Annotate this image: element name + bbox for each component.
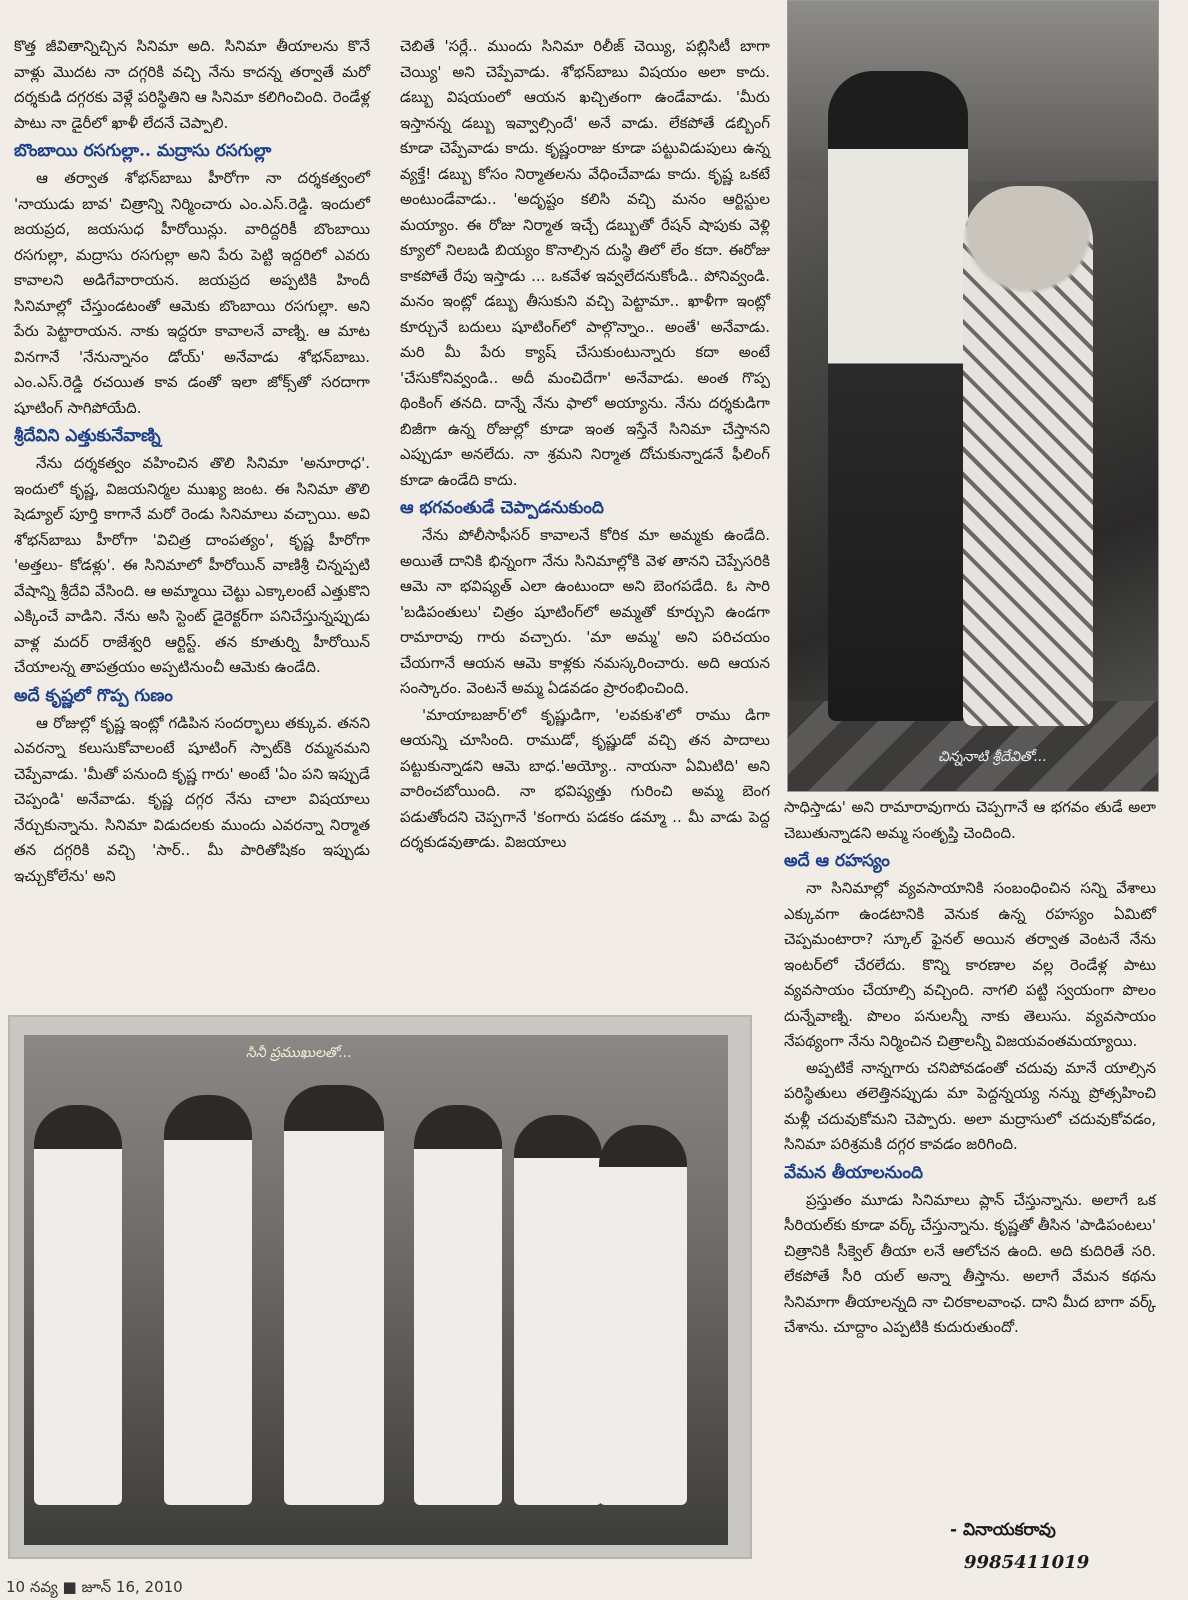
article-column-3 (784, 795, 1156, 1555)
group-photo-image (24, 1035, 728, 1545)
subheading: శ్రీదేవిని ఎత్తుకునేవాణ్ని (14, 426, 161, 446)
paragraph: నా సినిమాల్లో వ్యవసాయానికి సంబంధించిన సన్ని వేశాలు ఎక్కువగా ఉండటానికి వెనుక ఉన్న రహస్యం ఏమిటో చెప్పమంటారా? స్కూల్ ఫైనల్ అయిన తర్వాత వెంటనే నేను ఇంటర్‌లో చేరలేదు. కొన్ని కారణాల వల్ల రెండేళ్ల పాటు వ్యవసాయం చేయాల్సి వచ్చింది. నాగలి పట్టి స్వయంగా పొలం దున్నేవాణ్ని. పొలం పనులన్నీ నాకు తెలుసు. వ్యవసాయం నేపథ్యంగా నేను నిర్మించిన చిత్రాలన్నీ విజయవంతమయ్యాయి. (784, 879, 1156, 1050)
article-column-2 (400, 34, 770, 851)
sridevi-photo (787, 0, 1159, 792)
subheading: బొంబాయి రసగుల్లా.. మద్రాసు రసగుల్లా (14, 141, 272, 161)
photo-figure-man (828, 71, 968, 721)
paragraph: 'మాయాబజార్'లో కృష్ణుడిగా, 'లవకుశ'లో రాము డిగా ఆయన్ని చూసింది. రాముడో, కృష్ణుడో వచ్చి తన పాదాలు పట్టుకున్నాడని ఆమె బాధ.'అయ్యో.. నాయనా ఏమిటిది' అని వారించబోయింది. నా భవిష్యత్తు గురించి అమ్మ బెంగ పడుతోందని చెప్పగానే 'కంగారు పడకం డమ్మా .. మీ వాడు పెద్ద దర్శకుడవుతాడు. విజయాలు (400, 705, 770, 851)
subheading: అదే ఆ రహస్యం (784, 851, 890, 871)
photo-figure (164, 1095, 252, 1505)
photo-caption: సినీ ప్రముఖులతో... (246, 1045, 353, 1061)
phone-number: 9985411019 (964, 1552, 1090, 1573)
paragraph: చెబితే 'సర్లే.. ముందు సినిమా రిలీజ్ చెయ్యి, పబ్లిసిటీ బాగా చెయ్యి' అని చెప్పేవాడు. శోభన్‌బాబు విషయం అలా కాదు. డబ్బు విషయంలో ఆయన ఖచ్చితంగా ఉండేవాడు. 'మీరు ఇస్తానన్న డబ్బు ఇవ్వాల్సిందే' అనే వాడు. లేకపోతే డబ్బింగ్ కూడా చెప్పేవాడు కాదు. కృష్ణంరాజు కూడా పట్టువిడుపులు ఉన్న వ్యక్తే! డబ్బు కోసం నిర్మాతలను వేధించేవాడు కాదు. కృష్ణ ఒకటే అంటుండేవాడు.. 'అదృష్టం కలిసి వచ్చి మనం ఆర్టిస్టుల మయ్యాం. ఈ రోజు నిర్మాత ఇచ్చే డబ్బుతో రేషన్ షాపుకు వెళ్లి క్యూలో నిలబడి బియ్యం కొనాల్సిన దుస్థి తిలో లేం కదా. ఈరోజు కాకపోతే రేపు ఇస్తాడు ... ఒకవేళ ఇవ్వలేదనుకోండి.. పోనివ్వండి. మనం ఇంట్లో డబ్బు తీసుకుని వచ్చి పెట్టామా.. ఖాళీగా ఇంట్లో కూర్చునే బదులు షూటింగ్‌లో పాల్గొన్నాం.. అంతే' అనేవాడు. మరి మీ పేరు క్యాష్ చేసుకుంటున్నారు కదా అంటే 'చేసుకోనివ్వండి.. అదీ మంచిదేగా' అనేవాడు. అంత గొప్ప థింకింగ్ తనది. దాన్నే నేను ఫాలో అయ్యాను. నేను దర్శకుడిగా బిజీగా ఉన్న రోజుల్లో కూడా ఇంత ఇస్తేనే సినిమా చేస్తానని ఎప్పుడూ అనలేదు. నా శ్రమని నిర్మాత దోచుకున్నాడనే ఫీలింగ్ కూడా ఉండేది కాదు. (400, 37, 770, 489)
photo-figure (414, 1105, 502, 1505)
photo-figure (284, 1085, 384, 1505)
photo-figure (599, 1125, 687, 1505)
paragraph: ఆ తర్వాత శోభన్‌బాబు హీరోగా నా దర్శకత్వంలో 'నాయుడు బావ' చిత్రాన్ని నిర్మించారు ఎం.ఎస్.రెడ్డి. ఇందులో జయప్రద, జయసుధ హీరోయిన్లు. వారిద్దరికీ బొంబాయి రసగుల్లా, మద్రాసు రసగుల్లా అని పేరు పెట్టి ఇద్దరిలో ఎవరు కావాలని అడిగేవారాయన. జయప్రద అప్పటికి హిందీ సినిమాల్లో చేస్తుండటంతో ఆమెకు బొంబాయి రసగుల్లా. అని పేరు పెట్టారాయన. నాకు ఇద్దరూ కావాలనే వాణ్ని. ఆ మాట వినగానే 'నేనున్నానం డోయ్' అనేవాడు శోభన్‌బాబు. ఎం.ఎస్.రెడ్డి రచయిత కావ డంతో ఇలా జోక్స్‌తో సరదాగా షూటింగ్ సాగిపోయేది. (14, 169, 370, 417)
paragraph: నేను దర్శకత్వం వహించిన తొలి సినిమా 'అనూరాధ'. ఇందులో కృష్ణ, విజయనిర్మల ముఖ్య జంట. ఈ సినిమా తొలి షెడ్యూల్ పూర్తి కాగానే మరో రెండు సినిమాలు వచ్చాయి. అవి శోభన్‌బాబు హీరోగా 'విచిత్ర దాంపత్యం', కృష్ణ హీరోగా 'అత్తలు- కోడళ్లు'. ఈ సినిమాలో హీరోయిన్ వాణిశ్రీ చిన్నప్పటి వేషాన్ని శ్రీదేవి వేసింది. ఆ అమ్మాయి చెట్టు ఎక్కాలంటే ఎత్తుకొని ఎక్కించే వాడిని. నేను అసి స్టెంట్ డైరెక్టర్‌గా పనిచేస్తున్నప్పుడు వాళ్ల మదర్ రాజేశ్వరి ఆర్టిస్ట్. తన కూతుర్ని హీరోయిన్ చేయాలన్న తాపత్రయం అప్పటినుంచీ ఆమెకు ఉండేది. (14, 454, 370, 676)
photo-figure (34, 1105, 122, 1505)
paragraph: ప్రస్తుతం మూడు సినిమాలు ప్లాన్ చేస్తున్నాను. అలాగే ఒక సీరియల్‌కు కూడా వర్క్ చేస్తున్నాను. కృష్ణతో తీసిన 'పాడిపంటలు' చిత్రానికి సీక్వెల్ తీయా లనే ఆలోచన ఉంది. అది కుదిరితే సరి. లేకపోతే సీరి యల్ అన్నా తీస్తాను. అలాగే వేమన కథను సినిమాగా తీయాలన్నది నా చిరకాలవాంఛ. దాని మీద బాగా వర్క్ చేశాను. చూద్దాం ఎప్పటికి కుదురుతుందో. (784, 1190, 1156, 1336)
paragraph: నేను పోలీసాఫీసర్ కావాలనే కోరిక మా అమ్మకు ఉండేది. అయితే దానికి భిన్నంగా నేను సినిమాల్లోకి వెళ తానని చెప్పేసరికి ఆమె నా భవిష్యత్ ఎలా ఉంటుందా అని బెంగపడేది. ఓ సారి 'బడిపంతులు' చిత్రం షూటింగ్‌లో అమ్మతో కూర్చుని ఉండగా రామారావు గారు వచ్చారు. 'మా అమ్మ' అని పరిచయం చేయగానే ఆయన ఆమె కాళ్లకు నమస్కరించారు. అది ఆయన సంస్కారం. వెంటనే అమ్మ ఏడవడం ప్రారంభించింది. (400, 526, 770, 697)
paragraph: సాధిస్తాడు' అని రామారావుగారు చెప్పగానే ఆ భగవం తుడే అలా చెబుతున్నాడని అమ్మ సంతృప్తి చెందింది. (784, 798, 1156, 842)
photo-caption: చిన్ననాటి శ్రీదేవితో... (938, 749, 1048, 765)
page-footer: 10 నవ్య ■ జూన్ 16, 2010 (6, 1578, 183, 1596)
subheading: అదే కృష్ణలో గొప్ప గుణం (14, 685, 173, 706)
subheading: ఆ భగవంతుడే చెప్పాడనుకుంది (400, 498, 604, 518)
paragraph: కొత్త జీవితాన్నిచ్చిన సినిమా అది. సినిమా తీయాలను కొనే వాళ్లు మొదట నా దగ్గరికి వచ్చి నేను కాదన్న తర్వాతే మరో దర్శకుడి దగ్గరకు వెళ్లే పరిస్థితిని ఆ సినిమా కలిగించింది. రెండేళ్ల పాటు నా డైరీలో ఖాళీ లేదనే చెప్పాలి. (14, 37, 370, 132)
paragraph: అప్పటికే నాన్నగారు చనిపోవడంతో చదువు మానే యాల్సిన పరిస్థితులు తలెత్తినప్పుడు మా పెద్దన్నయ్య నన్ను ప్రోత్సహించి మళ్లీ చదువుకోమని చెప్పారు. అలా మద్రాసులో చదువుకోవడం, సినిమా పరిశ్రమకి దగ్గర కావడం జరిగింది. (784, 1058, 1156, 1153)
group-photo (8, 1015, 752, 1559)
author-signature: - వినాయకరావు (950, 1520, 1056, 1540)
article-column-1 (14, 34, 370, 1014)
photo-figure-girl (963, 186, 1093, 726)
photo-figure (514, 1115, 602, 1505)
subheading: వేమన తీయాలనుంది (784, 1162, 924, 1183)
paragraph: ఆ రోజుల్లో కృష్ణ ఇంట్లో గడిపిన సందర్భాలు తక్కువ. తనని ఎవరన్నా కలుసుకోవాలంటే షూటింగ్ స్పాట్‌కి రమ్మనమని చెప్పేవాడు. 'మీతో పనుంది కృష్ణ గారు' అంటే 'ఏం పని ఇప్పుడే చెప్పండి' అనేవాడు. కృష్ణ దగ్గర నేను చాలా విషయాలు నేర్చుకున్నాను. సినిమా విడుదలకు ముందు ఎవరన్నా నిర్మాత తన దగ్గరికి వచ్చి 'సార్.. మీ పారితోషికం ఇప్పుడు ఇచ్చుకోలేను' అని (14, 713, 370, 885)
